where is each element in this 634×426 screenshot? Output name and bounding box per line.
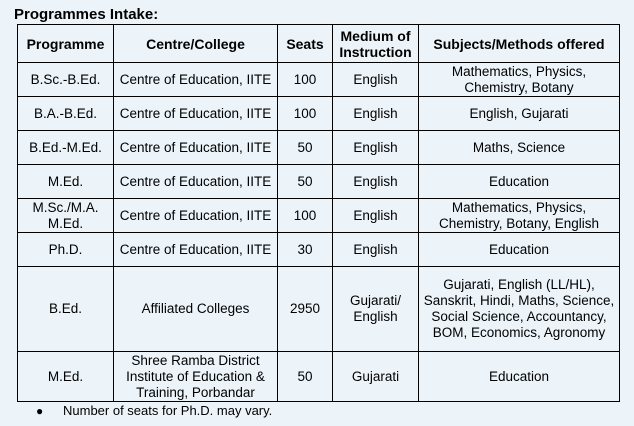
subjects-cell: English, Gujarati [419, 97, 620, 131]
seats-cell: 50 [278, 131, 333, 165]
centre-cell: Centre of Education, IITE [114, 233, 278, 267]
programme-cell: Ph.D. [18, 233, 114, 267]
subjects-cell: Mathematics, Physics, Chemistry, Botany, English [419, 199, 620, 233]
subjects-cell: Education [419, 352, 620, 402]
column-header-medium: Medium of Instruction [333, 25, 419, 63]
table-row [18, 165, 620, 199]
centre-cell: Centre of Education, IITE [114, 165, 278, 199]
section-heading: Programmes Intake: [14, 6, 159, 23]
seats-cell: 100 [278, 97, 333, 131]
programme-cell: B.Ed.-M.Ed. [18, 131, 114, 165]
centre-cell: Shree Ramba District Institute of Education & Training, Porbandar [114, 352, 278, 402]
seats-cell: 50 [278, 352, 333, 402]
seats-cell: 100 [278, 199, 333, 233]
medium-cell: English [333, 63, 419, 97]
column-header-seats: Seats [278, 25, 333, 63]
table-header-row [18, 25, 620, 63]
column-header-centre: Centre/College [114, 25, 278, 63]
column-header-subjects: Subjects/Methods offered [419, 25, 620, 63]
subjects-cell: Maths, Science [419, 131, 620, 165]
programme-cell: M.Sc./M.A. M.Ed. [18, 199, 114, 233]
bullet-icon: ● [36, 404, 44, 418]
medium-cell: English [333, 165, 419, 199]
table-row [18, 199, 620, 233]
subjects-cell: Education [419, 165, 620, 199]
centre-cell: Centre of Education, IITE [114, 63, 278, 97]
medium-cell: English [333, 97, 419, 131]
centre-cell: Centre of Education, IITE [114, 131, 278, 165]
seats-cell: 30 [278, 233, 333, 267]
programmes-intake-table [17, 24, 620, 402]
table-row [18, 97, 620, 131]
column-header-programme: Programme [18, 25, 114, 63]
centre-cell: Centre of Education, IITE [114, 97, 278, 131]
table-row [18, 63, 620, 97]
seats-cell: 100 [278, 63, 333, 97]
medium-cell: English [333, 131, 419, 165]
programme-cell: B.Ed. [18, 267, 114, 352]
programme-cell: M.Ed. [18, 352, 114, 402]
centre-cell: Centre of Education, IITE [114, 199, 278, 233]
seats-cell: 2950 [278, 267, 333, 352]
table-row [18, 131, 620, 165]
table-row [18, 267, 620, 352]
table-row [18, 352, 620, 402]
centre-cell: Affiliated Colleges [114, 267, 278, 352]
medium-cell: English [333, 199, 419, 233]
programme-cell: B.Sc.-B.Ed. [18, 63, 114, 97]
footnote-text: Number of seats for Ph.D. may vary. [63, 403, 273, 418]
medium-cell: English [333, 233, 419, 267]
programme-cell: B.A.-B.Ed. [18, 97, 114, 131]
subjects-cell: Gujarati, English (LL/HL), Sanskrit, Hindi, Maths, Science, Social Science, Accountancy, BOM, Economics, Agronomy [419, 267, 620, 352]
table-row [18, 233, 620, 267]
medium-cell: Gujarati [333, 352, 419, 402]
seats-cell: 50 [278, 165, 333, 199]
footnote [36, 403, 272, 418]
programme-cell: M.Ed. [18, 165, 114, 199]
subjects-cell: Education [419, 233, 620, 267]
medium-cell: Gujarati/ English [333, 267, 419, 352]
subjects-cell: Mathematics, Physics, Chemistry, Botany [419, 63, 620, 97]
